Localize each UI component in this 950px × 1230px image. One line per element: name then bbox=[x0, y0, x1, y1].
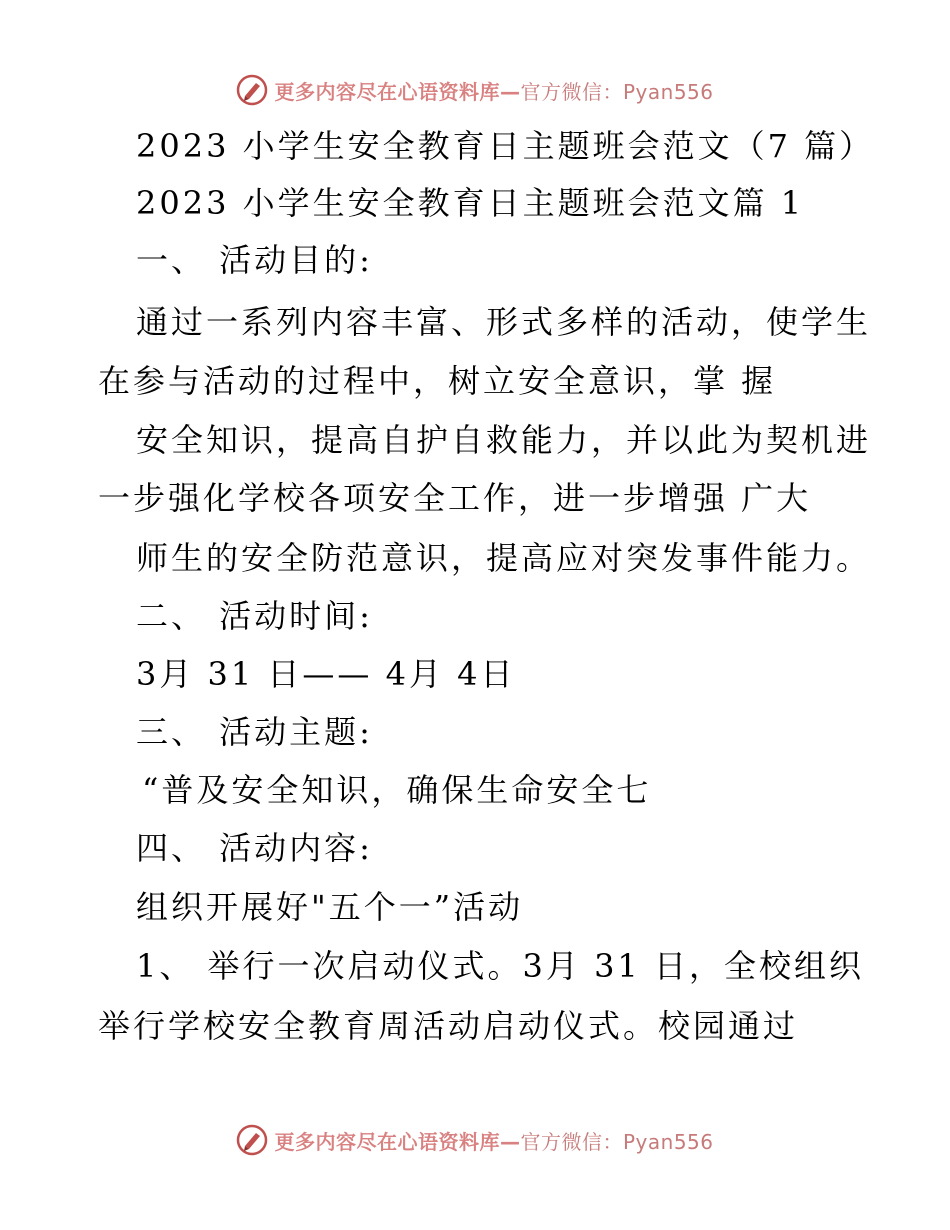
paragraph-line: 通过一系列内容丰富、形式多样的活动，使学生 bbox=[136, 303, 872, 341]
footer-watermark-banner bbox=[0, 1120, 950, 1160]
paragraph-line: 在参与活动的过程中，树立安全意识，掌 握 bbox=[98, 362, 777, 400]
document-title: 2023 小学生安全教育日主题班会范文（7 篇） bbox=[136, 127, 875, 165]
pen-logo-icon bbox=[236, 74, 268, 106]
paragraph-line: 举行学校安全教育周活动启动仪式。校园通过 bbox=[98, 1007, 799, 1045]
paragraph-line: 3月 31 日—— 4月 4日 bbox=[136, 655, 516, 693]
paragraph-line: 师生的安全防范意识，提高应对突发事件能力。 bbox=[136, 539, 872, 577]
section-heading: 二、 活动时间: bbox=[136, 597, 373, 635]
header-watermark-banner bbox=[0, 70, 950, 110]
paragraph-line: 安全知识，提高自护自救能力，并以此为契机进 bbox=[136, 421, 872, 459]
paragraph-line: “普及安全知识，确保生命安全七 bbox=[142, 771, 652, 809]
paragraph-line: 一步强化学校各项安全工作，进一步增强 广大 bbox=[98, 479, 812, 517]
watermark-text: 更多内容尽在心语资料库—官方微信：Pyan556 bbox=[274, 79, 714, 104]
paragraph-line: 1、 举行一次启动仪式。3月 31 日，全校组织 bbox=[136, 947, 864, 985]
watermark-text: 更多内容尽在心语资料库—官方微信：Pyan556 bbox=[274, 1129, 714, 1154]
paragraph-line: 组织开展好"五个一”活动 bbox=[136, 888, 524, 926]
document-subtitle: 2023 小学生安全教育日主题班会范文篇 1 bbox=[136, 184, 805, 222]
pen-logo-icon bbox=[236, 1124, 268, 1156]
section-heading: 四、 活动内容: bbox=[136, 829, 373, 867]
section-heading: 一、 活动目的: bbox=[136, 241, 373, 279]
section-heading: 三、 活动主题: bbox=[136, 713, 373, 751]
